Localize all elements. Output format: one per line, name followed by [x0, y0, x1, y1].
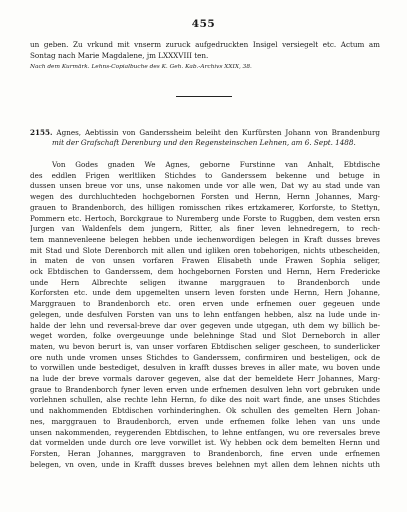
body-line: halde der lehn und reversal-breve dar over gegeven unde utgegan, uth dem wy billich be-	[30, 320, 380, 330]
body-line: dussen unsen breue vor uns, unse nakomen unde vor alle wen, Dat wy au stad unde van	[30, 181, 380, 191]
body-line: Korforsten etc. unde dem upgemelten unsern leven forsten unde Hernn, Hern Johanne,	[30, 288, 380, 298]
previous-document-ending	[30, 40, 380, 61]
body-line: na lude der breve vormals darover gegeven, alse dat der bemeldete Herr Johannes, Marg-	[30, 374, 380, 384]
body-line: mit Stad und Slote Derenborch mit allen und igliken oren tobehorigen, nichts utbescheiden,	[30, 245, 380, 255]
body-line: nes, marggrauen to Braudenborch, erven unde erfnemen folke lehen van uns unde	[30, 416, 380, 426]
body-line: des eddlen Frigen werltliken Stichdes to Ganderssem bekenne und betuge in	[30, 170, 380, 180]
body-line: maten, wu bevon berurt is, van unser vorfaren Ebtdischen seliger gescheen, to sunderlicker	[30, 341, 380, 351]
body-line: dat vormelden unde durch ore leve vorwillet ist. Wy hebben ock dem bemelten Hernn und	[30, 438, 380, 448]
body-line: Pommern etc. Hertoch, Borckgraue to Nuremberg unde Forste to Ruggben, dem vesten ersn	[30, 213, 380, 223]
text-line: un geben. Zu vrkund mit vnserm zuruck aufgedruckten Insigel versiegelt etc. Actum am	[30, 40, 380, 49]
body-line: ore nuth unde vromen unses Stichdes to Ganderssem, confirmiren und besteligen, ock de	[30, 352, 380, 362]
section-divider	[176, 96, 232, 97]
source-note: Nach dem Kurmärk. Lehns-Copialbuche des K. Geh. Kab.-Archivs XXIX, 38.	[30, 64, 252, 70]
heading-line	[30, 128, 380, 138]
text-line: Sontag nach Marie Magdalene, jm LXXXVIII ten.	[30, 50, 209, 60]
body-line: Jurgen van Waldenfels dem jungern, Ritter, als finer leven lehnedregern, to rech-	[30, 224, 380, 234]
body-line: belegen, vn oven, unde in Krafft dusses breves belehnen myt allen dem lehnen nichts uth	[30, 459, 380, 469]
body-line: Marggrauen to Brandenborch etc. oren erven unde erfnemen ouer gegeuen unde	[30, 299, 380, 309]
document-heading	[30, 128, 380, 148]
body-line: weget worden, folke overgeuunge unde belehninge Stad und Slot Derneborch in aller	[30, 331, 380, 341]
body-line: unsen nakommenden, reygerenden Ebtdischen, to lehne entfangen, wu ore reversales breve	[30, 427, 380, 437]
body-line: unde Hern Albrechte seligen itwanne marggrauen to Brandenborch unde	[30, 277, 380, 287]
page-number: 455	[191, 18, 216, 30]
body-line: to vorwillen unde bestediget, desulven in krafft dusses breves in aller mate, wu boven unde	[30, 363, 380, 373]
body-line: gelegen, unde desfulven Forsten van uns to lehn entfangen hebben, alsz na lude unde in-	[30, 309, 380, 319]
heading-text: Agnes, Aebtissin von Ganderssheim beleiht den Kurfürsten Johann von Brandenburg	[56, 128, 380, 137]
body-line: wegen des durchluchteden hochgebornen Forsten und Hernn, Hernn Johannes, Marg-	[30, 192, 380, 202]
body-line: und nakhommenden Ebtdischen vorhinderinghen. Ok schullen des gemelten Hern Johan-	[30, 406, 380, 416]
body-line: Forsten, Heran Johannes, marggraven to Brandenborch, fine erven unde erfnemen	[30, 448, 380, 458]
heading-line: mit der Grafschaft Derenburg und den Regensteinschen Lehnen, am 6. Sept. 1488.	[52, 138, 356, 147]
body-line: in maten de von unsen vorfaren Frawen Elisabeth unde Frawen Sophia seliger,	[30, 256, 380, 266]
body-line: grauen to Brandenborch, des hilligen romisschen rikes ertzkamerer, Korforste, to Stettyn,	[30, 202, 380, 212]
body-line: tem mannevenleene belegen hebben unde iechenwordigen belegen in Kraft dusses breves	[30, 234, 380, 244]
document-body	[30, 160, 380, 470]
body-line: graue to Brandenborch fyner leven erven unde erfnemen desulven lehn vort gebruken unde	[30, 384, 380, 394]
body-line: vorlehnen schullen, alse rechte lehn Hernn, fo dike des noit wart finde, ane unses Stichdes	[30, 395, 380, 405]
document-number: 2155.	[30, 128, 53, 137]
body-line: ock Ebtdischen to Ganderssem, dem hochgebornen Forsten und Hernn, Hern Fredericke	[30, 267, 380, 277]
body-line: Von Godes gnaden We Agnes, geborne Furstinne van Anhalt, Ebtdische	[52, 160, 380, 169]
